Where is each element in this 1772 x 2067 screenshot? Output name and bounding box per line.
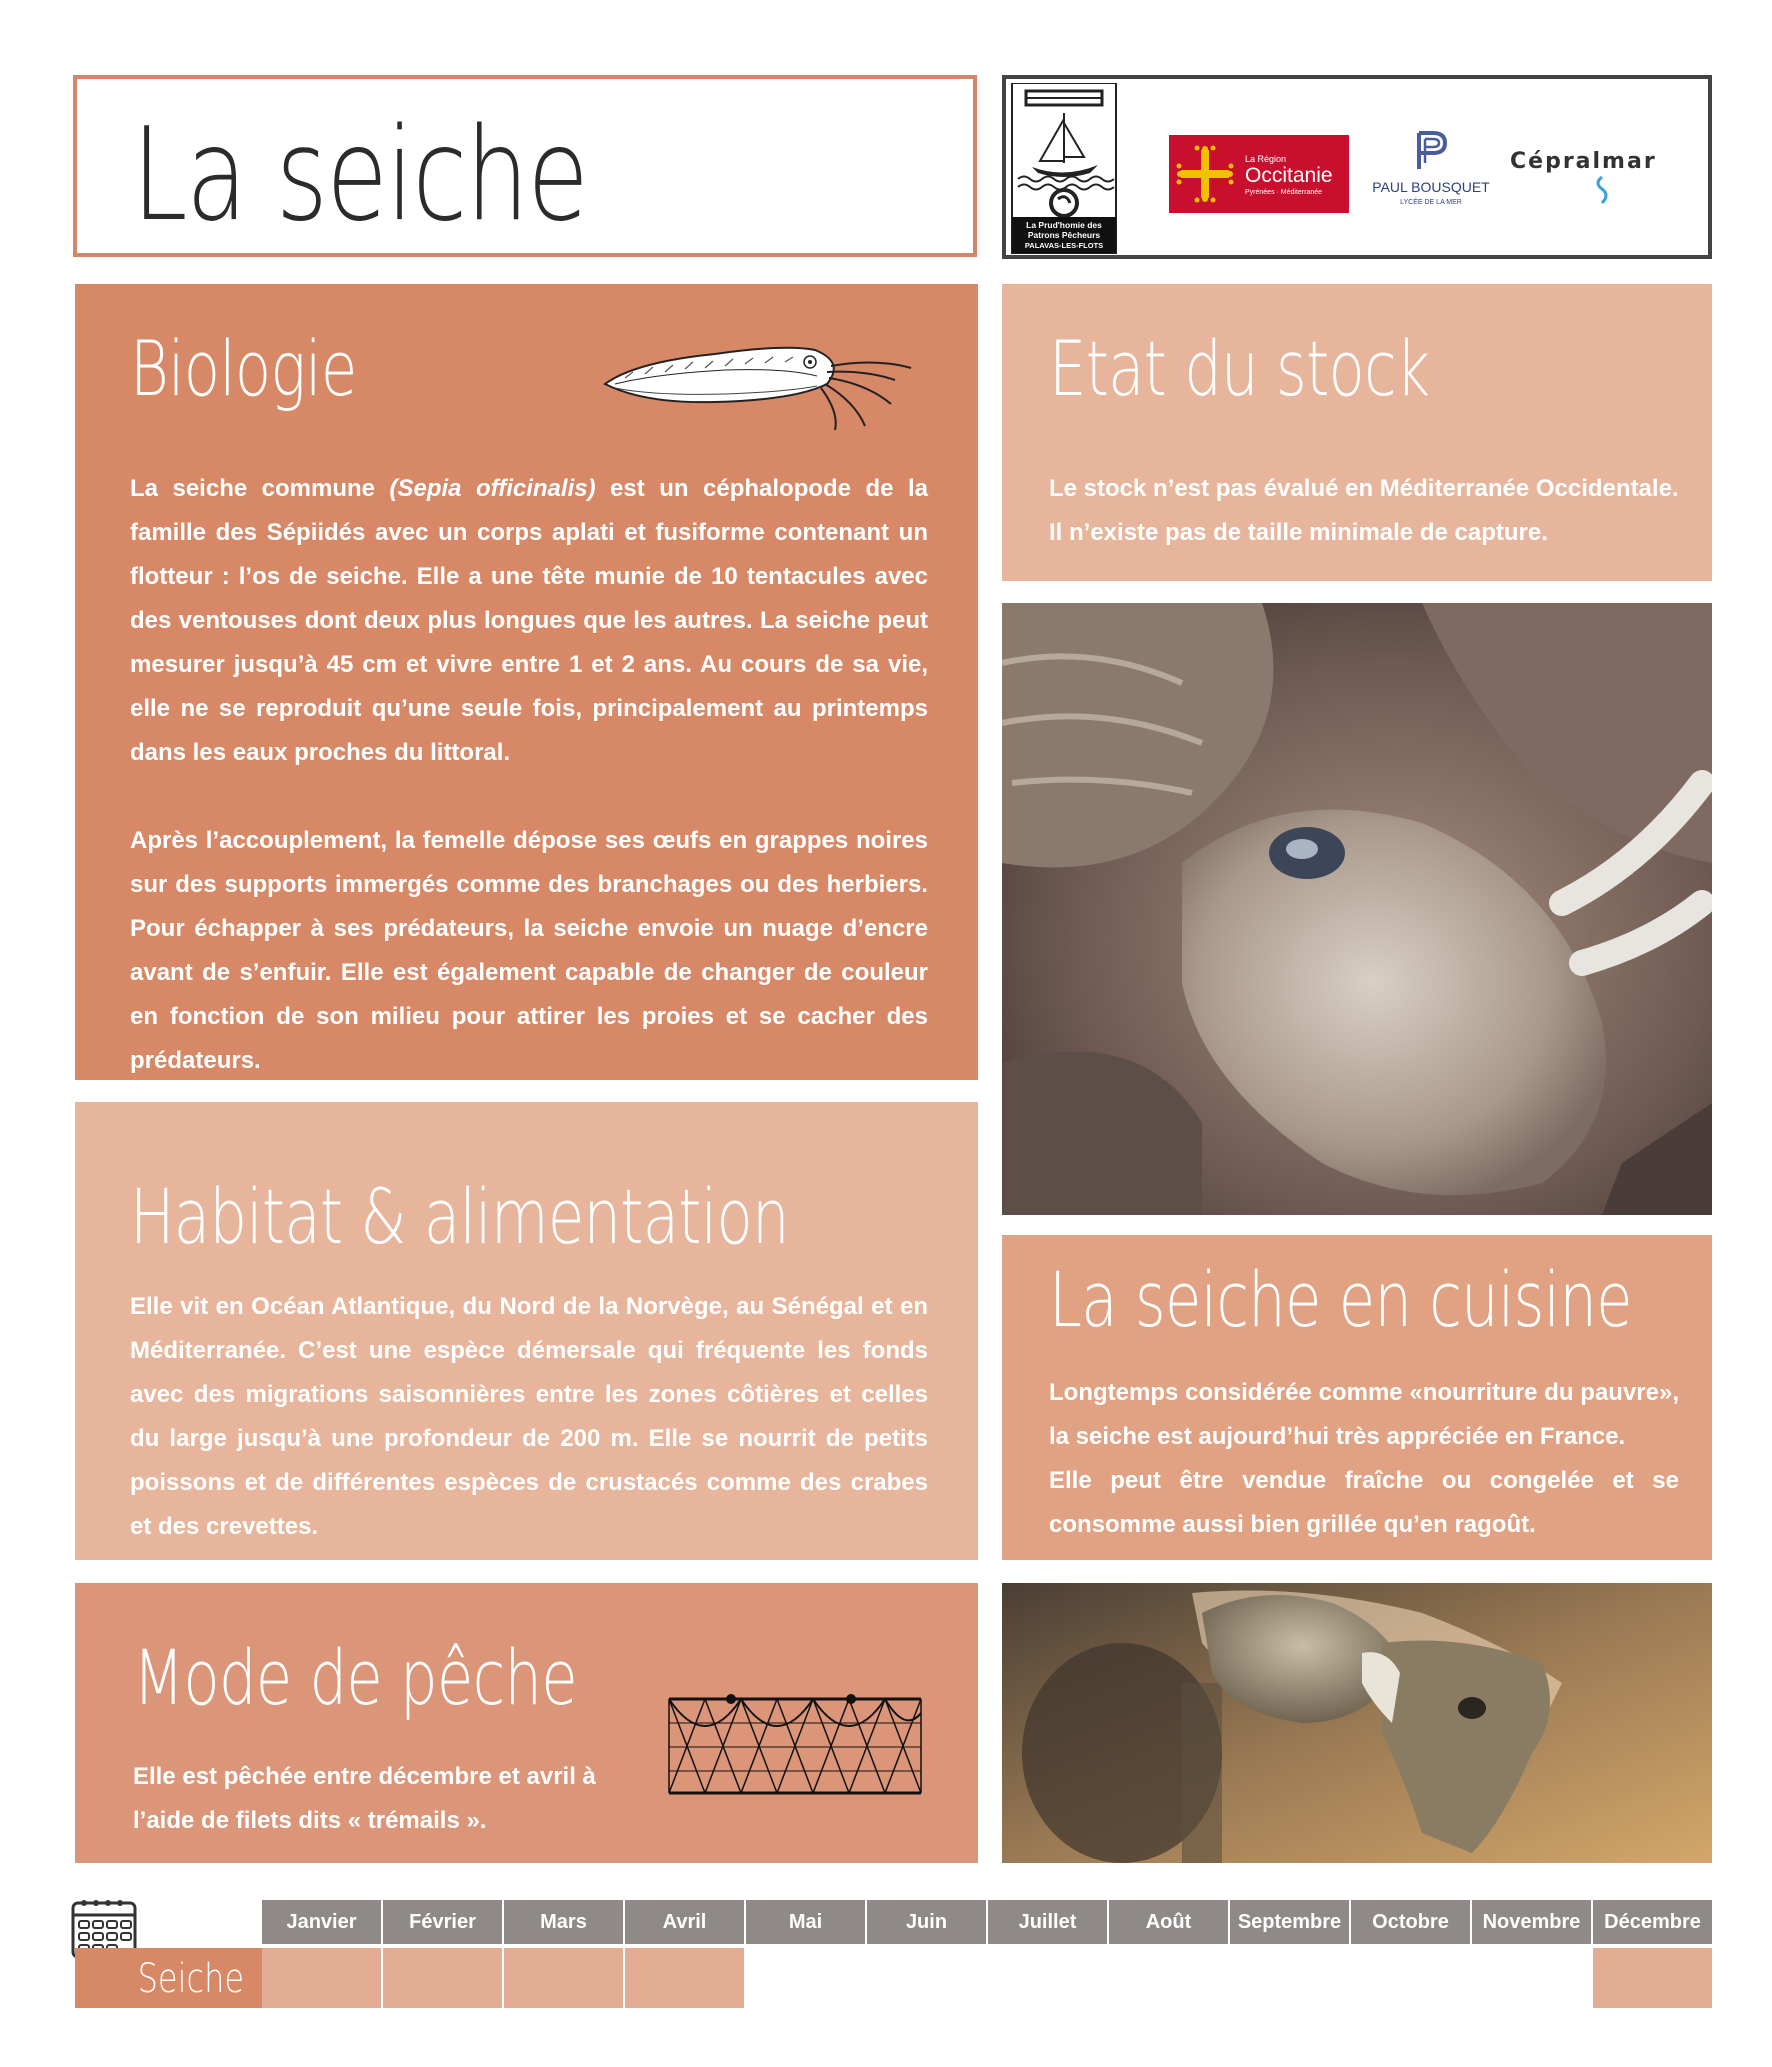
biologie-p1-b: est un céphalopode de la famille des Sépiidés avec un corps aplati et fusiforme contenant un flotteur : l’os de seiche. Elle a une tête munie de 10 tentacules avec des ventouses dont deux plus longues que les autres. La seiche peut mesurer jusqu’à 45 cm et vivre entre 1 et 2 ans. Au cours de sa vie, elle ne se reproduit qu’une seule fois, principalement au printemps dans les eaux proches du littoral. [130, 475, 928, 766]
calendar-cell-8 [1109, 1948, 1230, 2008]
calendar-month-10: Octobre [1351, 1900, 1472, 1944]
cuisine-text [1049, 1371, 1679, 1547]
prudhomie-line1: La Prud'homie des [1026, 220, 1102, 230]
etat-title: Etat du stock [1049, 324, 1430, 413]
cuttlefish-photo [1002, 603, 1712, 1215]
paul-bousquet-logo [1371, 129, 1491, 219]
calendar-month-9: Septembre [1230, 1900, 1351, 1944]
cuisine-panel [1002, 1235, 1712, 1560]
etat-du-stock-panel [1002, 284, 1712, 581]
calendar-species-name: Seiche [137, 1956, 244, 2002]
calendar-cell-10 [1351, 1948, 1472, 2008]
calendar-cell-9 [1230, 1948, 1351, 2008]
calendar-cell-1 [262, 1948, 383, 2008]
calendar-month-3: Mars [504, 1900, 625, 1944]
etat-text [1049, 467, 1679, 555]
paul-bousquet-p-icon [1411, 129, 1451, 173]
mode-title: Mode de pêche [133, 1633, 577, 1722]
occitan-cross-icon [1175, 144, 1235, 204]
habitat-panel [75, 1102, 978, 1560]
calendar-season-row [262, 1948, 1712, 2008]
lycee-name: PAUL BOUSQUET [1372, 179, 1490, 195]
cepralmar-wave-icon [1592, 175, 1612, 205]
calendar-month-7: Juillet [988, 1900, 1109, 1944]
habitat-title: Habitat & alimentation [130, 1172, 789, 1261]
calendar-month-12: Décembre [1593, 1900, 1712, 1944]
region-sub: Pyrénées · Méditerranée [1245, 189, 1323, 196]
cuisine-p2: Elle peut être vendue fraîche ou congelée et se consomme aussi bien grillée qu’en ragoût. [1049, 1467, 1679, 1538]
cepralmar-logo [1510, 149, 1670, 209]
mode-text: Elle est pêchée entre décembre et avril à l’aide de filets dits « trémails ». [133, 1763, 596, 1834]
etat-line2: Il n’existe pas de taille minimale de capture. [1049, 519, 1548, 546]
biologie-p2: Après l’accouplement, la femelle dépose ses œufs en grappes noires sur des supports immergés comme des branchages ou des herbiers. Pour échapper à ses prédateurs, la seiche envoie un nuage d’encre avant de s’enfuir. Elle est également capable de changer de couleur en fonction de son milieu pour attirer les proies et se cacher des prédateurs. [130, 827, 928, 1074]
biologie-p1-a: La seiche commune [130, 475, 390, 502]
region-name: Occitanie [1245, 164, 1333, 187]
biologie-panel [75, 284, 978, 1080]
biologie-text [130, 467, 928, 1083]
fishing-net-icon [665, 1693, 925, 1803]
calendar-cell-4 [625, 1948, 746, 2008]
biologie-title: Biologie [130, 324, 357, 413]
biologie-scientific-name: (Sepia officinalis) [389, 475, 596, 502]
occitanie-logo [1169, 135, 1349, 213]
calendar-cell-5 [746, 1948, 867, 2008]
prudhomie-line3: PALAVAS-LES-FLOTS [1024, 241, 1104, 250]
cepralmar-name: Cépralmar [1510, 149, 1657, 174]
logo-bar [1002, 75, 1712, 259]
calendar-month-11: Novembre [1472, 1900, 1593, 1944]
calendar-month-1: Janvier [262, 1900, 383, 1944]
calendar-species-label [75, 1948, 262, 2008]
cuttlefish-illustration-icon [595, 322, 925, 432]
calendar-cell-12 [1593, 1948, 1712, 2008]
calendar-cell-6 [867, 1948, 988, 2008]
calendar-cell-2 [383, 1948, 504, 2008]
calendar-month-4: Avril [625, 1900, 746, 1944]
calendar-month-8: Août [1109, 1900, 1230, 1944]
page-title: La seiche [132, 101, 588, 250]
held-cuttlefish-photo-image [1002, 1583, 1712, 1863]
mode-de-peche-panel [75, 1583, 978, 1863]
cuttlefish-photo-image [1002, 603, 1712, 1215]
calendar-month-6: Juin [867, 1900, 988, 1944]
calendar-cell-7 [988, 1948, 1109, 2008]
prudhomie-logo [1010, 83, 1118, 255]
cuisine-p1: Longtemps considérée comme «nourriture du pauvre», la seiche est aujourd’hui très appréciée en France. [1049, 1379, 1679, 1450]
etat-line1: Le stock n’est pas évalué en Méditerranée Occidentale. [1049, 475, 1679, 502]
calendar-month-5: Mai [746, 1900, 867, 1944]
calendar-months-header [262, 1900, 1712, 1944]
calendar-cell-3 [504, 1948, 625, 2008]
region-small: La Région [1245, 154, 1287, 164]
habitat-text: Elle vit en Océan Atlantique, du Nord de la Norvège, au Sénégal et en Méditerranée. C’est une espèce démersale qui fréquente les fonds avec des migrations saisonnières entre les zones côtières et celles du large jusqu’à une profondeur de 200 m. Elle se nourrit de petits poissons et de différentes espèces de crustacés comme des crabes et des crevettes. [130, 1293, 928, 1540]
lycee-sub: LYCÉE DE LA MER [1400, 199, 1462, 206]
cuisine-title: La seiche en cuisine [1049, 1255, 1632, 1344]
calendar-month-2: Février [383, 1900, 504, 1944]
held-cuttlefish-photo [1002, 1583, 1712, 1863]
title-box [73, 75, 977, 257]
prudhomie-line2: Patrons Pêcheurs [1027, 230, 1101, 240]
calendar-cell-11 [1472, 1948, 1593, 2008]
